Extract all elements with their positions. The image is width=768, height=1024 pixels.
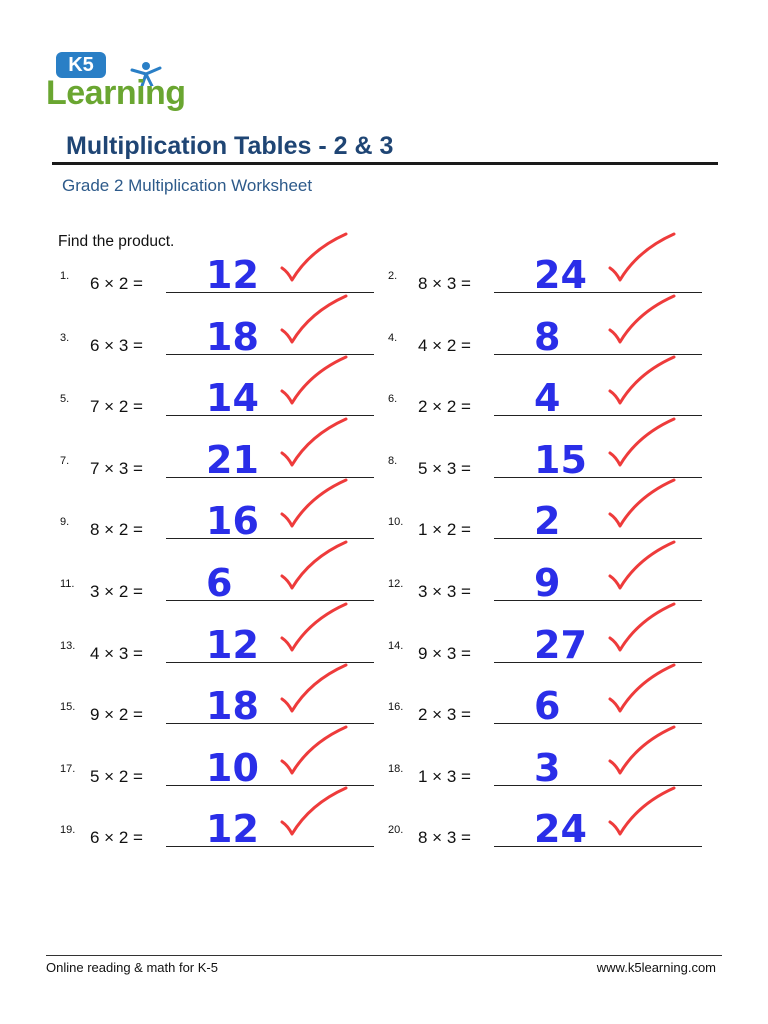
problem-20 xyxy=(388,807,702,854)
problem-number: 5. xyxy=(60,393,70,405)
logo-wordmark: Learning xyxy=(46,74,186,112)
problem-number: 12. xyxy=(388,578,404,590)
problem-19 xyxy=(60,807,374,854)
page-title: Multiplication Tables - 2 & 3 xyxy=(66,132,394,160)
checkmark-icon xyxy=(276,228,356,288)
k5-learning-logo xyxy=(46,50,188,116)
problem-number: 16. xyxy=(388,701,404,713)
answer-line xyxy=(166,846,374,847)
checkmark-icon xyxy=(604,413,684,473)
problem-number: 19. xyxy=(60,824,76,836)
handwritten-answer: 21 xyxy=(206,438,259,482)
problem-number: 18. xyxy=(388,763,404,775)
problem-expression: 9 × 3 = xyxy=(418,644,471,663)
title-divider xyxy=(52,162,718,165)
handwritten-answer: 16 xyxy=(206,499,259,543)
problem-number: 15. xyxy=(60,701,76,713)
problem-expression: 2 × 3 = xyxy=(418,705,471,724)
problem-expression: 7 × 2 = xyxy=(90,397,143,416)
handwritten-answer: 14 xyxy=(206,376,259,420)
handwritten-answer: 9 xyxy=(534,561,561,605)
problem-expression: 3 × 3 = xyxy=(418,582,471,601)
problem-expression: 8 × 2 = xyxy=(90,520,143,539)
checkmark-icon xyxy=(604,659,684,719)
checkmark-icon xyxy=(276,659,356,719)
problem-number: 2. xyxy=(388,270,398,282)
handwritten-answer: 6 xyxy=(206,561,233,605)
problem-expression: 5 × 2 = xyxy=(90,767,143,786)
problem-number: 13. xyxy=(60,640,76,652)
problem-number: 4. xyxy=(388,332,398,344)
problem-expression: 6 × 3 = xyxy=(90,336,143,355)
checkmark-icon xyxy=(276,721,356,781)
handwritten-answer: 27 xyxy=(534,623,587,667)
handwritten-answer: 6 xyxy=(534,684,561,728)
problem-expression: 2 × 2 = xyxy=(418,397,471,416)
problem-number: 17. xyxy=(60,763,76,775)
checkmark-icon xyxy=(276,290,356,350)
checkmark-icon xyxy=(276,474,356,534)
footer-website: www.k5learning.com xyxy=(596,960,716,975)
checkmark-icon xyxy=(604,782,684,842)
problem-expression: 6 × 2 = xyxy=(90,828,143,847)
problem-expression: 9 × 2 = xyxy=(90,705,143,724)
checkmark-icon xyxy=(604,351,684,411)
handwritten-answer: 18 xyxy=(206,315,259,359)
handwritten-answer: 2 xyxy=(534,499,561,543)
checkmark-icon xyxy=(604,721,684,781)
problem-number: 10. xyxy=(388,516,404,528)
footer-tagline: Online reading & math for K-5 xyxy=(46,960,218,975)
checkmark-icon xyxy=(604,536,684,596)
handwritten-answer: 12 xyxy=(206,807,259,851)
instructions: Find the product. xyxy=(58,233,175,250)
problem-number: 1. xyxy=(60,270,70,282)
answer-line xyxy=(494,846,702,847)
footer-divider xyxy=(46,955,722,956)
problem-number: 3. xyxy=(60,332,70,344)
problem-number: 8. xyxy=(388,455,398,467)
handwritten-answer: 3 xyxy=(534,746,561,790)
problem-expression: 1 × 2 = xyxy=(418,520,471,539)
checkmark-icon xyxy=(604,290,684,350)
checkmark-icon xyxy=(276,351,356,411)
checkmark-icon xyxy=(276,536,356,596)
page-subtitle: Grade 2 Multiplication Worksheet xyxy=(62,176,313,195)
problem-number: 11. xyxy=(60,578,75,590)
handwritten-answer: 24 xyxy=(534,253,587,297)
problem-number: 14. xyxy=(388,640,404,652)
handwritten-answer: 12 xyxy=(206,253,259,297)
problem-expression: 1 × 3 = xyxy=(418,767,471,786)
handwritten-answer: 15 xyxy=(534,438,587,482)
handwritten-answer: 18 xyxy=(206,684,259,728)
problem-number: 20. xyxy=(388,824,404,836)
problem-expression: 5 × 3 = xyxy=(418,459,471,478)
problem-number: 7. xyxy=(60,455,70,467)
problem-expression: 8 × 3 = xyxy=(418,274,471,293)
checkmark-icon xyxy=(604,598,684,658)
logo-badge: K5 xyxy=(56,52,106,78)
problem-number: 6. xyxy=(388,393,398,405)
checkmark-icon xyxy=(276,782,356,842)
problem-expression: 7 × 3 = xyxy=(90,459,143,478)
problem-number: 9. xyxy=(60,516,70,528)
problem-expression: 3 × 2 = xyxy=(90,582,143,601)
handwritten-answer: 10 xyxy=(206,746,259,790)
handwritten-answer: 12 xyxy=(206,623,259,667)
handwritten-answer: 4 xyxy=(534,376,561,420)
problem-expression: 4 × 2 = xyxy=(418,336,471,355)
handwritten-answer: 24 xyxy=(534,807,587,851)
checkmark-icon xyxy=(276,413,356,473)
problem-expression: 6 × 2 = xyxy=(90,274,143,293)
checkmark-icon xyxy=(604,228,684,288)
problem-expression: 8 × 3 = xyxy=(418,828,471,847)
checkmark-icon xyxy=(604,474,684,534)
problem-expression: 4 × 3 = xyxy=(90,644,143,663)
handwritten-answer: 8 xyxy=(534,315,561,359)
checkmark-icon xyxy=(276,598,356,658)
